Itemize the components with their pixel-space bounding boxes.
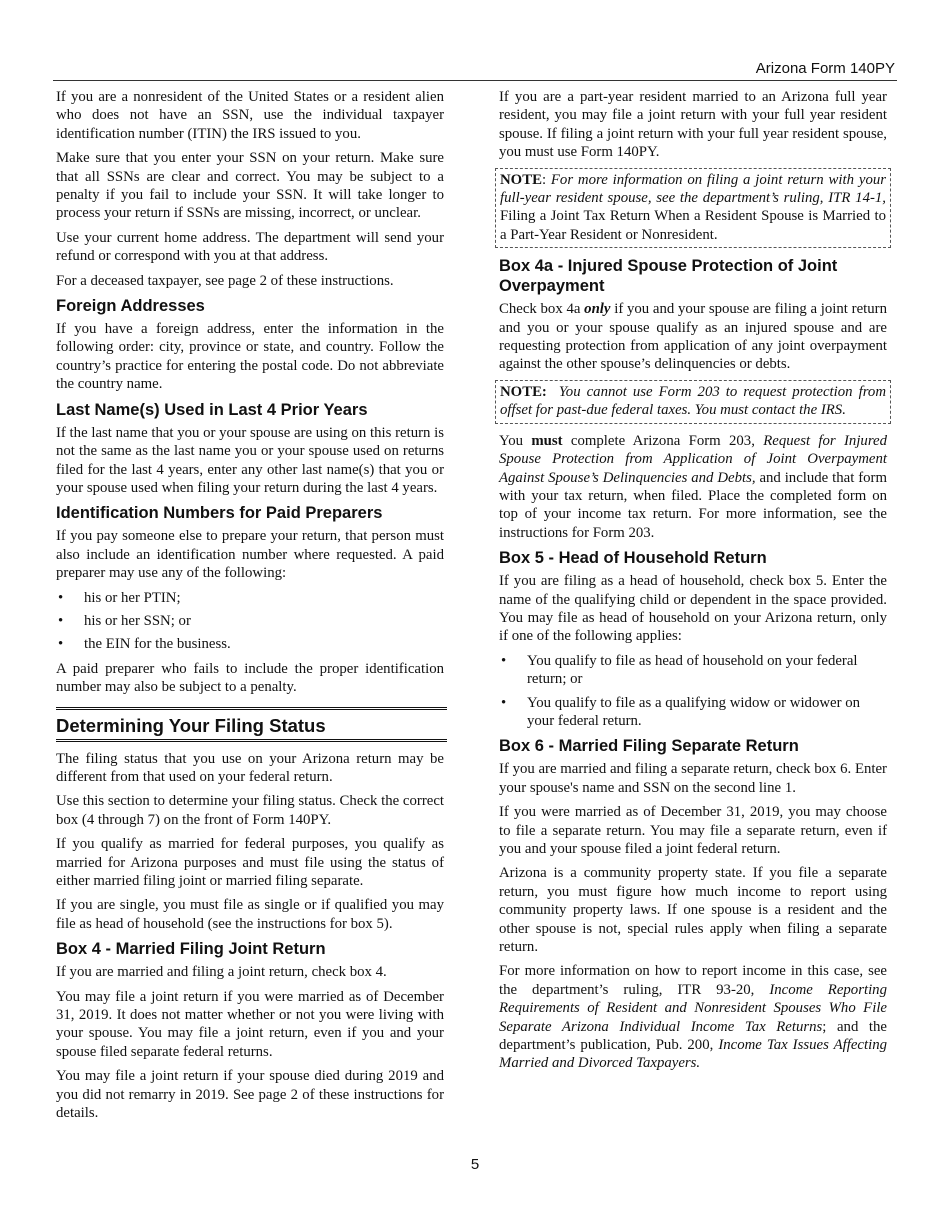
itin-paragraph: If you are a nonresident of the United States or a resident alien who does not have an SSN, use the individual taxpayer identification number (ITIN) the IRS issued to you. [56,89,444,142]
list-item: • You qualify to file as head of household on your federal return; or [501,652,858,688]
filing-status-paragraph-4: If you are single, you must file as single or if qualified you may file as head of household (see the instructions for box 5). [56,897,444,932]
box6-paragraph-4: For more information on how to report income in this case, see the department’s ruling, ITR 93-20, Income Reporting Requirements of Resident and Nonresident Spouses Who File Separate Arizona Individual Income Tax Returns; and the department’s publication, Pub. 200, Income Tax Issues Affecting Married and Divorced Taxpayers. [499,963,887,1072]
header-divider [53,80,897,81]
page-number: 5 [470,1156,480,1173]
preparer-penalty-paragraph: A paid preparer who fails to include the proper identification number may also be subject to a penalty. [56,660,444,696]
box4-paragraph-1: If you are married and filing a joint return, check box 4. [56,964,387,981]
right-column [499,88,887,1079]
box6-paragraph-3: Arizona is a community property state. If you file a separate return, you must figure how much income to report using community property laws. If one spouse is a resident and the other spouse is not, special rules apply when filing a separate return. [499,865,887,956]
last-names-heading: Last Name(s) Used in Last 4 Prior Years [56,400,368,419]
foreign-addresses-paragraph: If you have a foreign address, enter the information in the following order: city, province or state, and country. Follow the country’s practice for entering the postal code. Do not abbreviate the country name. [56,321,444,393]
paid-preparers-paragraph: If you pay someone else to prepare your return, that person must also include an identification number where requested. A paid preparer may use any of the following: [56,528,444,582]
box5-paragraph: If you are filing as a head of household, check box 5. Enter the name of the qualifying child or dependent in the space provided. You may file as head of household on your Arizona return, only if one of the following applies: [499,573,887,645]
form-title: Arizona Form 140PY [755,60,895,77]
foreign-addresses-heading: Foreign Addresses [56,297,205,316]
list-item: • his or her SSN; or [58,612,191,629]
part-year-joint-paragraph: If you are a part-year resident married to an Arizona full year resident, you may file a joint return with your full year resident spouse. If filing a joint return with your full year resident spouse, you must use Form 140PY. [499,89,887,161]
filing-status-paragraph-3: If you qualify as married for federal purposes, you qualify as married for Arizona purposes and must file using the status of either married filing joint or married filing separate. [56,836,444,889]
list-item: • You qualify to file as a qualifying widow or widower on your federal return. [501,694,861,729]
list-item: • the EIN for the business. [58,636,231,653]
box4a-paragraph-1: Check box 4a only if you and your spouse are filing a joint return and you or your spouse qualify as an injured spouse and are requesting protection from application of any joint overpayment against the other spouse’s delinquencies or debts. [499,301,887,373]
note-box-joint-return: NOTE: For more information on filing a joint return with your full-year resident spouse, see the department’s ruling, ITR 14-1, Filing a Joint Tax Return When a Resident Spouse is Married to a Part-Year Resident or Nonresident. [495,168,891,249]
note-box-form-203: NOTE: You cannot use Form 203 to request protection from offset for past-due federal taxes. You must contact the IRS. [495,380,891,424]
box4a-paragraph-2: You must complete Arizona Form 203, Request for Injured Spouse Protection from Application of Joint Overpayment Against Spouse’s Delinquencies and Debts, and include that form with your tax return, when filed. Place the completed form on top of your income tax return. For more information, see the instructions for Form 203. [499,432,887,541]
left-column [56,88,444,1128]
note-label: NOTE: [500,383,547,400]
box6-paragraph-1: If you are married and filing a separate return, check box 6. Enter your spouse's name and SSN on the second line 1. [499,761,887,796]
box6-heading: Box 6 - Married Filing Separate Return [499,737,799,756]
preparer-id-list [56,589,444,654]
box4-heading: Box 4 - Married Filing Joint Return [56,940,326,959]
filing-status-paragraph-2: Use this section to determine your filing status. Check the correct box (4 through 7) on the front of Form 140PY. [56,793,444,828]
box4-paragraph-2: You may file a joint return if you were married as of December 31, 2019. It does not matter whether or not you were living with your spouse. You may file a joint return, even if you and your spouse filed separate federal returns. [56,988,444,1060]
filing-status-paragraph-1: The filing status that you use on your Arizona return may be different from that used on your federal return. [56,750,444,785]
head-of-household-list [499,652,887,731]
box6-paragraph-2: If you were married as of December 31, 2019, you may choose to file a separate return. You may file a separate return, even if you and your spouse filed a joint federal return. [499,804,887,857]
deceased-paragraph: For a deceased taxpayer, see page 2 of these instructions. [56,272,394,289]
ssn-paragraph: Make sure that you enter your SSN on your return. Make sure that all SSNs are clear and correct. You may be subject to a penalty if you fail to include your SSN. It will take longer to process your return if SSNs are missing, incorrect, or unclear. [56,150,444,222]
box5-heading: Box 5 - Head of Household Return [499,549,767,568]
box4-paragraph-3: You may file a joint return if your spouse died during 2019 and you did not remarry in 2019. See page 2 of these instructions for details. [56,1068,444,1122]
note-label: NOTE [500,171,542,188]
address-paragraph: Use your current home address. The department will send your refund or correspond with you at that address. [56,229,444,265]
list-item: • his or her PTIN; [58,589,181,606]
filing-status-section-heading: Determining Your Filing Status [56,707,447,742]
last-names-paragraph: If the last name that you or your spouse are using on this return is not the same as the last name you or your spouse used on returns filed for the last 4 years, enter any other last name(s) that you or your spouse used when filing your return during the last 4 years. [56,424,444,496]
paid-preparers-heading: Identification Numbers for Paid Preparers [56,504,383,523]
box4a-heading: Box 4a - Injured Spouse Protection of Joint Overpayment [499,257,838,296]
